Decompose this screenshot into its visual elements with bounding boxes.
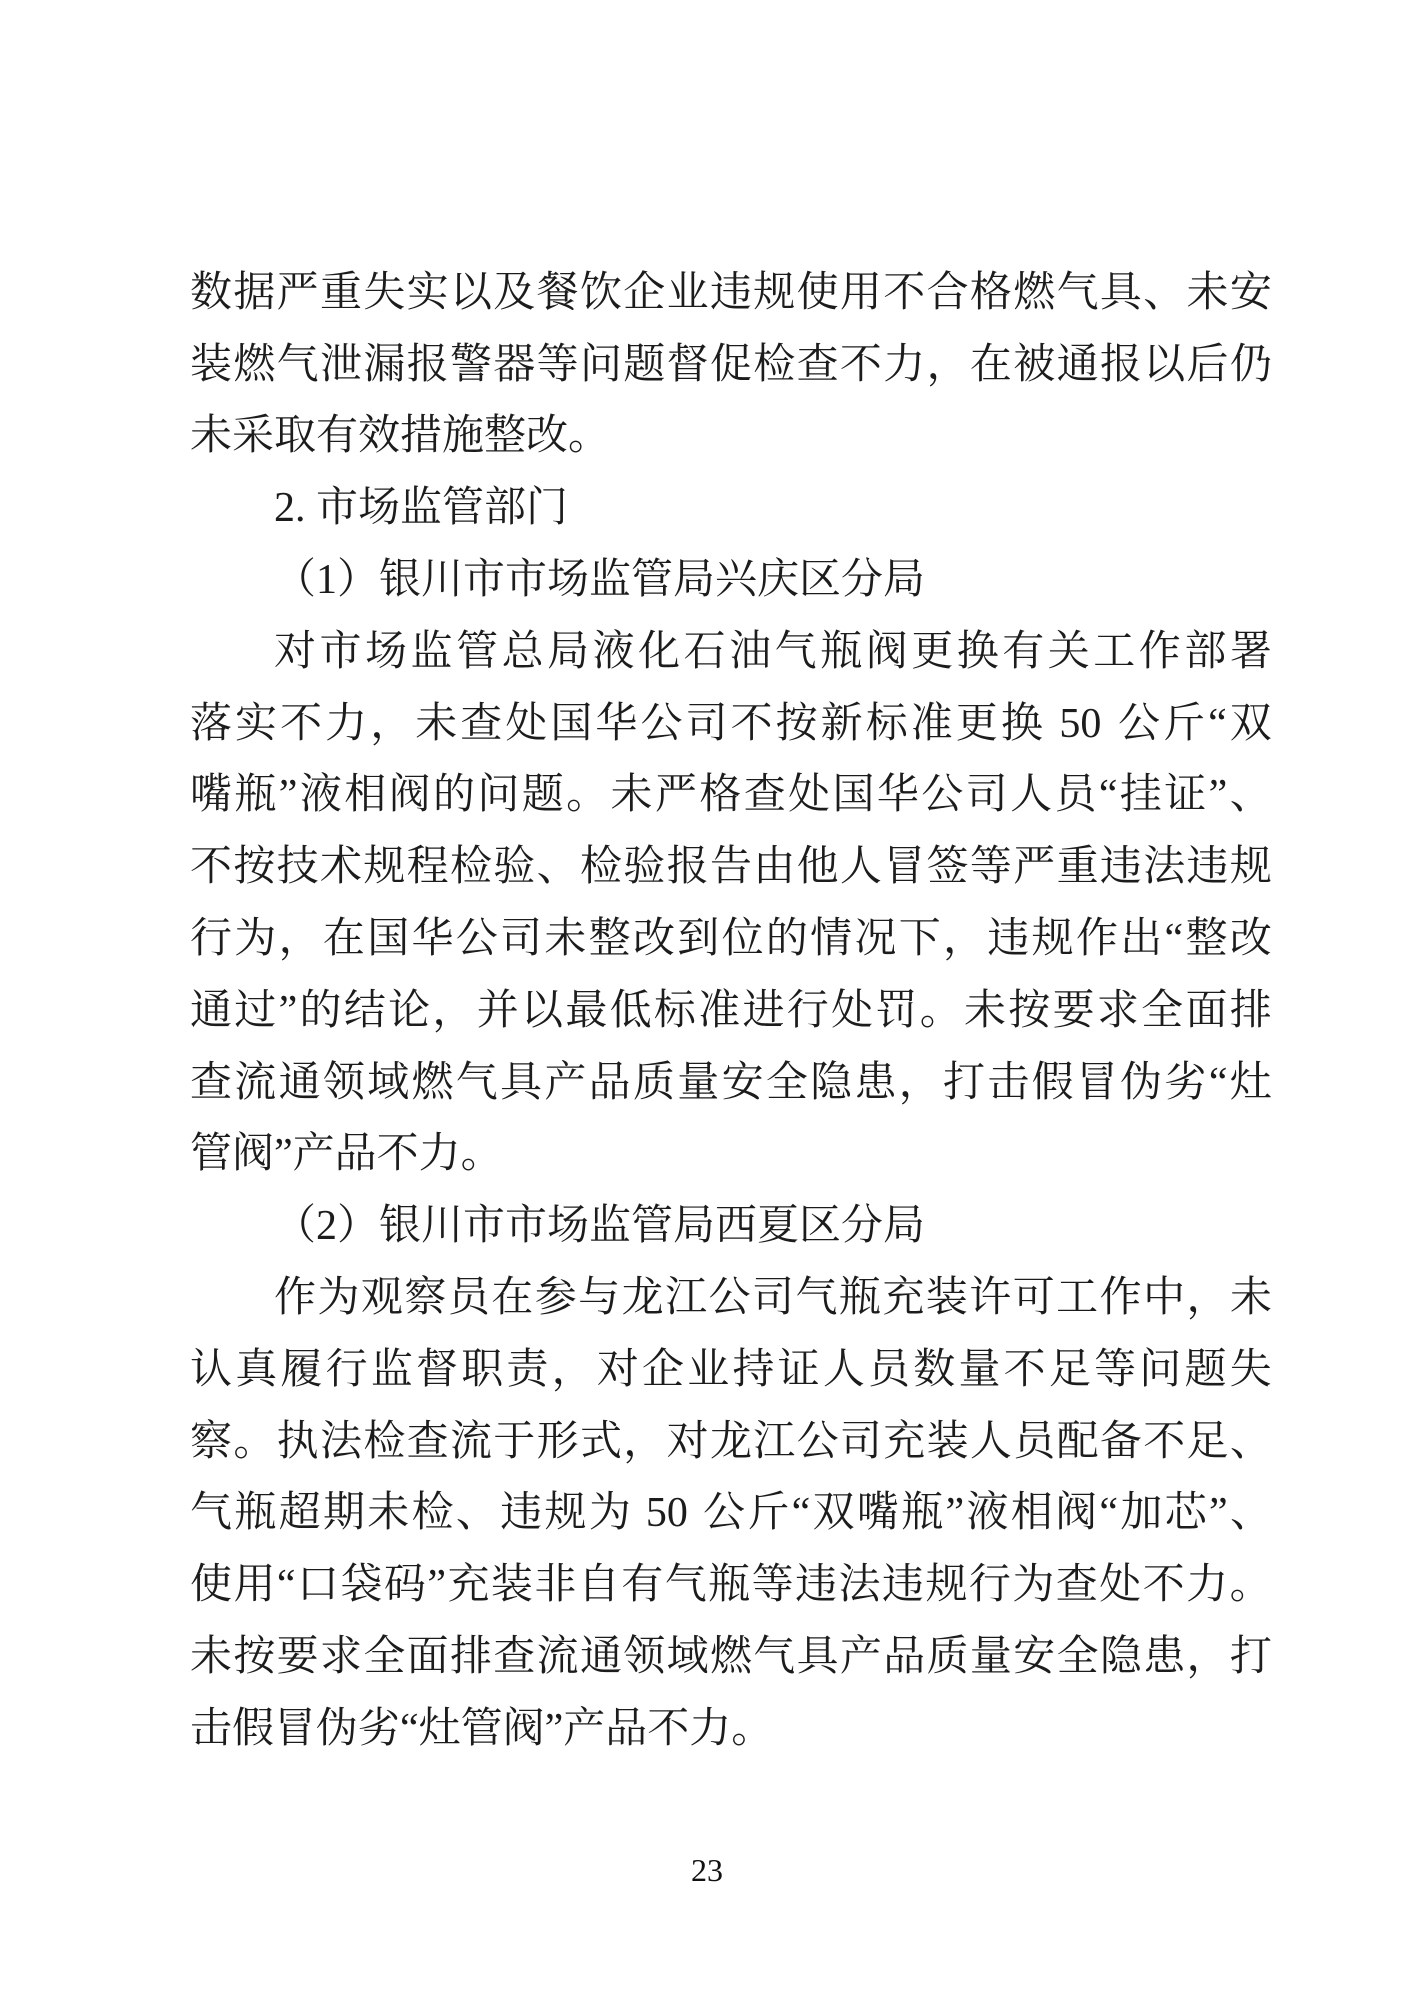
text-line: 使 用 “ 口 袋 码 ” 充 装 非 自 有 气 瓶 等 违 法 违 规 行 为 查 处 不 力 。 [190,1562,1272,1609]
text-line: 装 燃 气 泄 漏 报 警 器 等 问 题 督 促 检 查 不 力 ， 在 被 通 报 以 后 仍 [190,341,1272,388]
text-line-section-heading: 2. 市场监管部门 [274,485,569,532]
text-line-subsection-heading: （1）银川市市场监管局兴庆区分局 [274,557,926,604]
body-text [190,257,1272,1765]
text-line: 察 。 执 法 检 查 流 于 形 式 ， 对 龙 江 公 司 充 装 人 员 配 备 不 足 、 [190,1418,1272,1465]
page-number: 23 [691,1852,723,1888]
text-line-subsection-heading: （2）银川市市场监管局西夏区分局 [274,1203,926,1250]
text-line: 数 据 严 重 失 实 以 及 餐 饮 企 业 违 规 使 用 不 合 格 燃 气 具 、 未 安 [190,269,1272,316]
text-line: 作 为 观 察 员 在 参 与 龙 江 公 司 气 瓶 充 装 许 可 工 作 中 ， 未 [274,1275,1272,1322]
text-line: 未 按 要 求 全 面 排 查 流 通 领 域 燃 气 具 产 品 质 量 安 全 隐 患 ， 打 [190,1634,1272,1681]
text-line: 不 按 技 术 规 程 检 验 、 检 验 报 告 由 他 人 冒 签 等 严 重 违 法 违 规 [190,844,1272,891]
text-line: 管阀”产品不力。 [190,1131,503,1178]
text-line: 查 流 通 领 域 燃 气 具 产 品 质 量 安 全 隐 患 ， 打 击 假 冒 伪 劣 “ 灶 [190,1059,1272,1106]
text-line: 落 实 不 力 ， 未 查 处 国 华 公 司 不 按 新 标 准 更 换 50 公 斤 “ 双 [190,700,1272,747]
text-line: 认 真 履 行 监 督 职 责 ， 对 企 业 持 证 人 员 数 量 不 足 等 问 题 失 [190,1346,1272,1393]
text-line: 行 为 ， 在 国 华 公 司 未 整 改 到 位 的 情 况 下 ， 违 规 作 出 “ 整 改 [190,916,1272,963]
text-line: 未采取有效措施整改。 [190,413,611,460]
text-line: 对 市 场 监 管 总 局 液 化 石 油 气 瓶 阀 更 换 有 关 工 作 部 署 [274,628,1272,675]
text-line: 嘴 瓶 ” 液 相 阀 的 问 题 。 未 严 格 查 处 国 华 公 司 人 员 “ 挂 证 ” 、 [190,772,1272,819]
text-line: 气 瓶 超 期 未 检 、 违 规 为 50 公 斤 “ 双 嘴 瓶 ” 液 相 阀 “ 加 芯 ” 、 [190,1490,1272,1537]
text-line: 击假冒伪劣“灶管阀”产品不力。 [190,1705,774,1752]
text-line: 通 过 ” 的 结 论 ， 并 以 最 低 标 准 进 行 处 罚 。 未 按 要 求 全 面 排 [190,987,1272,1034]
